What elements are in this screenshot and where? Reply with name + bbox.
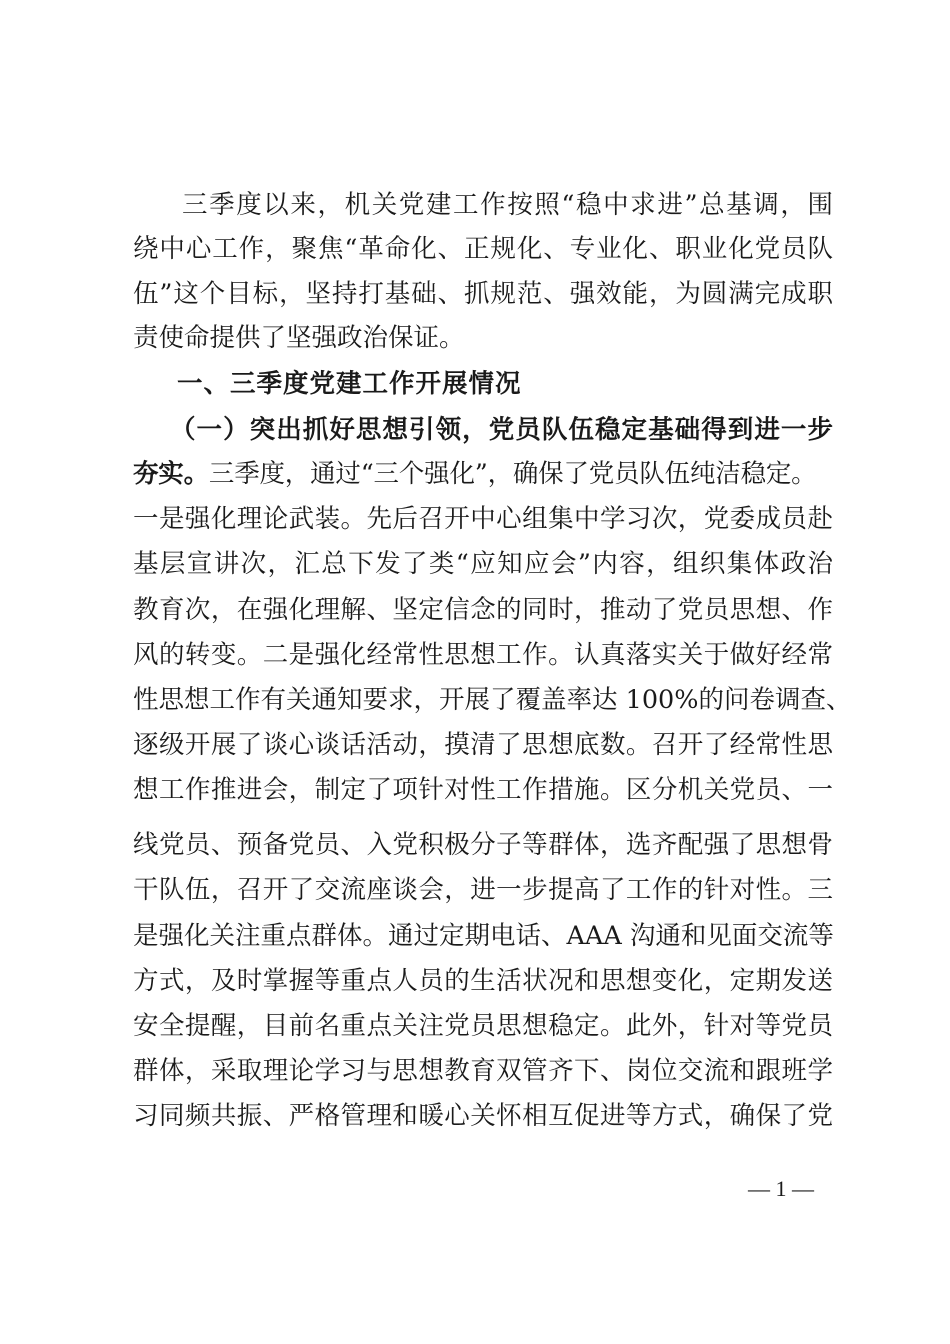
intro-line-1: 三季度以来，机关党建工作按照“稳中求进”总基调，围 (182, 190, 833, 220)
sub-heading-lead: 夯实。 (133, 459, 209, 489)
body-line-6: 逐级开展了谈心谈话活动，摸清了思想底数。召开了经常性思 (133, 730, 833, 760)
intro-line-3: 伍”这个目标，坚持打基础、抓规范、强效能，为圆满完成职 (133, 279, 833, 309)
body-line-2: 基层宣讲次，汇总下发了类“应知应会”内容，组织集体政治 (133, 549, 833, 579)
body-line-7: 想工作推进会，制定了项针对性工作措施。区分机关党员、一 (133, 775, 833, 805)
body-line-14: 习同频共振、严格管理和暖心关怀相互促进等方式，确保了党 (133, 1101, 833, 1131)
body-line-5: 性思想工作有关通知要求，开展了覆盖率达 100%的问卷调查、 (133, 685, 852, 715)
sub-heading-line-2 (133, 452, 843, 496)
intro-line-2: 绕中心工作，聚焦“革命化、正规化、专业化、职业化党员队 (133, 234, 833, 264)
body-line-8: 线党员、预备党员、入党积极分子等群体，选齐配强了思想骨 (133, 830, 833, 860)
body-line-12: 安全提醒，目前名重点关注党员思想稳定。此外，针对等党员 (133, 1011, 833, 1041)
body-line-10: 是强化关注重点群体。通过定期电话、AAA 沟通和见面交流等 (133, 921, 834, 951)
sub-heading-tail: 三季度，通过“三个强化”，确保了党员队伍纯洁稳定。 (208, 459, 817, 489)
intro-line-4: 责使命提供了坚强政治保证。 (133, 323, 465, 353)
body-line-3: 教育次，在强化理解、坚定信念的同时，推动了党员思想、作 (133, 595, 833, 625)
body-line-9: 干队伍，召开了交流座谈会，进一步提高了工作的针对性。三 (133, 875, 833, 905)
body-line-13: 群体，采取理论学习与思想教育双管齐下、岗位交流和跟班学 (133, 1056, 833, 1086)
page-number: — 1 — (748, 1176, 814, 1201)
body-line-4: 风的转变。二是强化经常性思想工作。认真落实关于做好经常 (133, 640, 833, 670)
sub-heading-line-1: （一）突出抓好思想引领，党员队伍稳定基础得到进一步 (170, 415, 833, 445)
body-line-11: 方式，及时掌握等重点人员的生活状况和思想变化，定期发送 (133, 966, 833, 996)
section-heading: 一、三季度党建工作开展情况 (177, 369, 522, 399)
body-line-1: 一是强化理论武装。先后召开中心组集中学习次，党委成员赴 (133, 504, 833, 534)
